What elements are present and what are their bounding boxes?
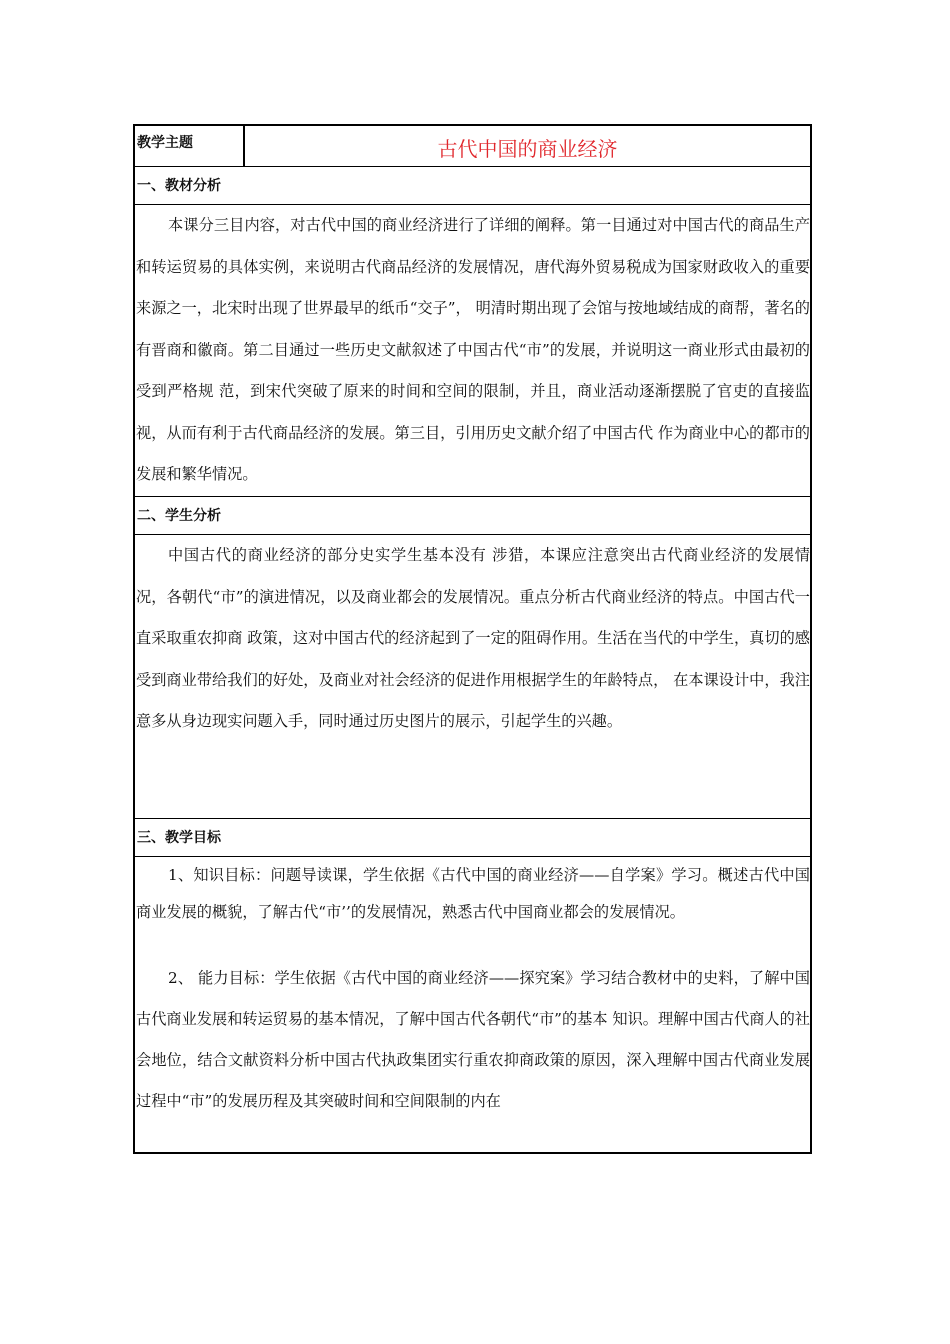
paragraph: 1、知识目标：问题导读课，学生依据《古代中国的商业经济——自学案》学习。概述古代中国商业发展的概貌，了解古代“市’’的发展情况，熟悉古代中国商业都会的发展情况。 (136, 866, 810, 921)
section-heading-student-analysis: 二、学生分析 (135, 496, 810, 534)
title-label: 教学主题 (135, 126, 245, 166)
lesson-plan-table (133, 124, 812, 1154)
paragraph: 中国古代的商业经济的部分史实学生基本没有 涉猎，本课应注意突出古代商业经济的发展情况，各朝代“市”的演进情况，以及商业都会的发展情况。重点分析古代商业经济的特点。中国古代一直采取重农抑商 政策，这对中国古代的经济起到了一定的阻碍作用。生活在当代的中学生，真切的感受到商业带给我们的好处，及商业对社会经济的促进作用根据学生的年龄特点， 在本课设计中，我注意多从身边现实问题入手，同时通过历史图片的展示，引起学生的兴趣。 (136, 546, 810, 730)
section-body-textbook-analysis (135, 204, 810, 496)
lesson-title: 古代中国的商业经济 (437, 137, 618, 161)
section-body-student-analysis (135, 534, 810, 818)
title-row (135, 126, 810, 166)
section-heading-textbook-analysis: 一、教材分析 (135, 166, 810, 204)
section-body-teaching-goals (135, 856, 810, 1152)
paragraph: 2、 能力目标：学生依据《古代中国的商业经济——探究案》学习结合教材中的史料，了解中国古代商业发展和转运贸易的基本情况，了解中国古代各朝代“市”的基本 知识。理解中国古代商人的社会地位，结合文献资料分析中国古代执政集团实行重农抑商政策的原因，深入理解中国古代商业发展 过程中“市”的发展历程及其突破时间和空间限制的内在 (136, 969, 810, 1110)
paragraph: 本课分三目内容，对古代中国的商业经济进行了详细的阐释。第一目通过对中国古代的商品生产和转运贸易的具体实例，来说明古代商品经济的发展情况，唐代海外贸易税成为国家财政收入的重要来源之一，北宋时出现了世界最早的纸币“交子”， 明清时期出现了会馆与按地域结成的商帮，著名的有晋商和徽商。第二目通过一些历史文献叙述了中国古代“市”的发展，并说明这一商业形式由最初的受到严格规 范，到宋代突破了原来的时间和空间的限制，并且，商业活动逐渐摆脱了官吏的直接监视，从而有利于古代商品经济的发展。第三目，引用历史文献介绍了中国古代 作为商业中心的都市的发展和繁华情况。 (136, 216, 810, 483)
section-heading-teaching-goals: 三、教学目标 (135, 818, 810, 856)
